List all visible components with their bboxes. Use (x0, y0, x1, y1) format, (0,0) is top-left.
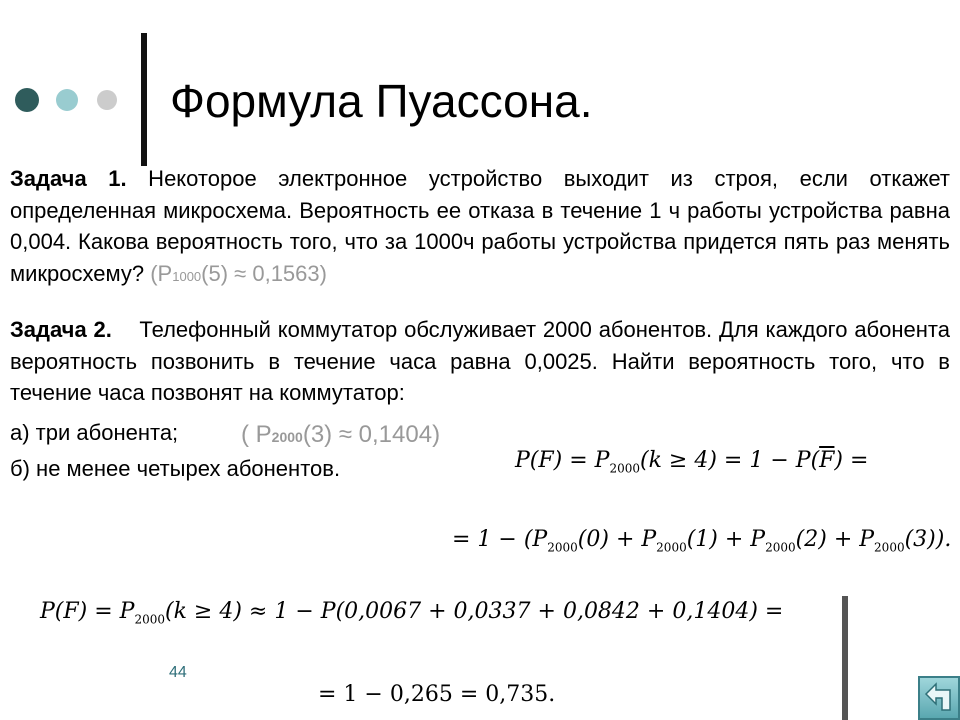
f2-sub-2: 2000 (656, 540, 687, 555)
task2-label: Задача 2. (10, 317, 112, 342)
f2-sub-4: 2000 (874, 540, 905, 555)
f1-sub: 2000 (609, 461, 641, 476)
task1-answer (150, 261, 327, 286)
title-divider (141, 33, 147, 166)
f3-part-b: (k ≥ 4) ≈ 1 − P(0,0067 + 0,0337 + 0,0842 + 0,1404) = (165, 599, 784, 624)
formula-line-4: = 1 − 0,265 = 0,735. (318, 682, 556, 707)
task2-item-a: а) три абонента; (10, 420, 179, 445)
decor-dot-gray (97, 90, 117, 110)
task2-item-b: б) не менее четырех абонентов. (10, 456, 341, 481)
slide-title: Формула Пуассона. (170, 75, 593, 127)
f2-part-a: = 1 − (P (452, 527, 548, 552)
task1-paragraph (10, 163, 950, 292)
f1-part-a: P(F) = P (515, 448, 610, 473)
f2-part-b: (0) + P (577, 527, 657, 552)
formula-line-3 (40, 599, 783, 626)
task1-text: Некоторое электронное устройство выходит из строя, если откажет определенная микросхема. Вероятность ее отказа в течение 1 ч работы устройства равна 0,004. Какова вероятность того, что за 1000ч работы устройства придется пять раз менять микросхему? (10, 166, 951, 286)
task2-paragraph (10, 314, 950, 409)
f2-sub-1: 2000 (547, 540, 578, 555)
f1-part-c: ) = (834, 448, 869, 473)
task1-label: Задача 1. (10, 166, 127, 191)
task2-answer-a-sub: 2000 (271, 429, 303, 445)
formula-line-1 (515, 448, 868, 475)
decor-dot-dark (15, 88, 39, 112)
f3-part-a: P(F) = P (40, 599, 135, 624)
return-button[interactable] (918, 676, 960, 720)
task2-answer-a (241, 421, 440, 449)
decor-dot-teal (56, 89, 78, 111)
f2-sub-3: 2000 (765, 540, 796, 555)
task1-answer-prefix: (P (150, 260, 173, 286)
f1-part-b: (k ≥ 4) = 1 − P( (640, 448, 820, 473)
task2-answer-a-rest: (3) ≈ 0,1404) (302, 421, 441, 448)
f2-part-c: (1) + P (686, 527, 766, 552)
page-number: 44 (169, 664, 187, 681)
formula-line-2 (452, 527, 951, 554)
task2-answer-a-prefix: ( P (241, 421, 272, 448)
task2-text: Телефонный коммутатор обслуживает 2000 абонентов. Для каждого абонента вероятность позвонить в течение часа равна 0,0025. Найти вероятность того, что в течение часа позвонят на коммутатор: (10, 317, 950, 405)
return-arrow-icon (920, 678, 958, 718)
f2-part-e: (3)). (904, 527, 952, 552)
task1-answer-sub: 1000 (172, 268, 202, 284)
f3-sub: 2000 (134, 612, 166, 627)
f2-part-d: (2) + P (795, 527, 875, 552)
task1-answer-rest: (5) ≈ 0,1563) (201, 260, 327, 286)
formula-divider (842, 596, 848, 720)
f1-overline: $\overline{F}$ (819, 448, 835, 473)
